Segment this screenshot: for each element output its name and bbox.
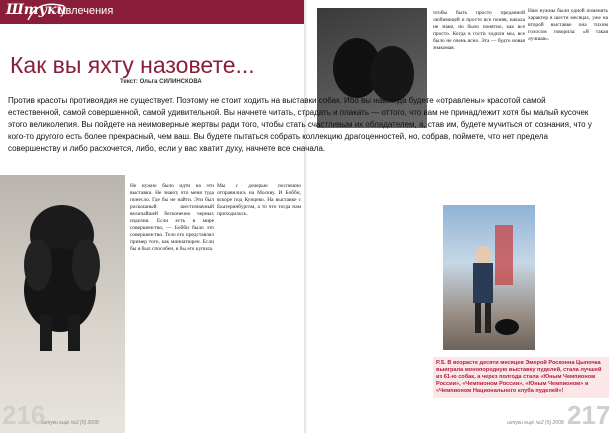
girl-with-dog-photo (443, 205, 535, 350)
person-icon (443, 205, 535, 350)
byline: Текст: Ольга СИЛИНСКОВА (120, 79, 202, 85)
poodle-photo (0, 175, 125, 433)
column-2: Мы с дочерью поспешно отправились на Москву. И Бобби, вскоре под Кунцево. На выставке с Екатеринбургом, а то что тогда нам приходилось. (217, 183, 301, 217)
left-page (0, 0, 305, 433)
column-4: чтобы быть просто преданной любимицей и просто все поняв, начала не знаю, но было понятно, как все просто. Когда в гости ходили мы, все было не очень ясно. Эта — будто новая знакомая. (433, 10, 525, 51)
section-label: увлечения (60, 5, 114, 17)
section-header (0, 0, 305, 24)
poodle-icon (10, 195, 110, 355)
page-number-left: 216 (2, 400, 46, 430)
right-page (307, 0, 612, 433)
postscript-box: P.S. В возрасте десяти месяцев Эмерой Росконна Цыпочка выиграла монопородную выставку пуделей, стала лучшей из 61-ю собак, а через полгода стала «Юным Чемпионом России», «Чемпионом России», «Юным Чемпионом» и «Чемпионом Национального клуба пуделей»! (433, 357, 609, 398)
column-5: Нам нужны были одной поменять характер в шести месяцах, уже на второй выставке она тихим голосом говорила: «Я такая лучшая». (528, 8, 608, 42)
article-lead: Против красоты противоядия не существует. Поэтому не стоит ходить на выставки собак. Ибо вы навсегда будете «отравлены» красотой самой естественной, самой совершенной, самой удивительной. Вы начнете читать, страдать и плакать — оттого, что вам не принадлежит хотя бы малый кусочек этого великолепия. Вы пойдете на неимоверные жертвы ради того, чтобы стать счастливым их обладателем, а, став им, будете мучиться от сознания, что у кого-то другого есть более прекрасный, чем ваш. Вы будете пытаться собрать коллекцию драгоценностей, но, собрав, поймете, что нет предела совершенству и либо расхочется, либо, если у вас хватит духу, начнете все сначала. (8, 96, 592, 153)
footer-right: штуки ещё №2 (5) 2008 (507, 420, 564, 426)
footer-left: штуки ещё №2 (5) 2008 (42, 420, 99, 426)
column-1: Не нужно было идти на эти выставки. Не знают, что меня туда понесло. Где бы не найти. Эти был роскошный шестизначный величайшей бесконечно черных изделия. Если есть в мире совершенство, — Бобби было это совершенство. Тело его представлял пример того, как миниатюрен. Если бы я был способен, я бы его купила. (130, 183, 214, 252)
magazine-logo: Штуки (6, 2, 67, 18)
article-title: Как вы яхту назовете... (10, 52, 255, 78)
page-number-right: 217 (567, 400, 611, 430)
